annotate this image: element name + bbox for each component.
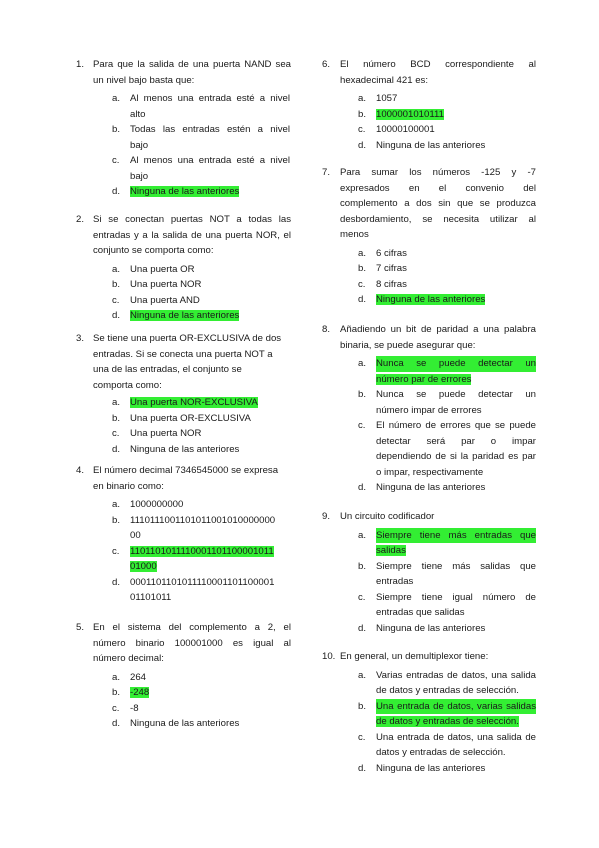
option-text xyxy=(130,575,290,606)
option-text xyxy=(376,138,536,154)
option-letter: a. xyxy=(112,93,121,104)
question-stem xyxy=(340,509,536,525)
question-stem-line: menos xyxy=(340,229,369,240)
question-stem-line: Para que la salida de una puerta NAND sea xyxy=(93,59,291,70)
correct-answer-highlight: Ninguna de las anteriores xyxy=(130,310,240,321)
option-text xyxy=(376,528,536,559)
question-number: 5. xyxy=(76,622,85,633)
option-text-line: Ninguna de las anteriores xyxy=(376,622,486,634)
option-letter: d. xyxy=(358,482,367,493)
question-number: 4. xyxy=(76,465,85,476)
option-letter: c. xyxy=(112,545,120,557)
option-letter: d. xyxy=(358,622,367,634)
option-text-line: Varias entradas de datos, una salida xyxy=(376,669,536,681)
option-text-line: Una puerta OR-EXCLUSIVA xyxy=(130,412,251,424)
question-stem xyxy=(340,649,536,665)
option-letter: b. xyxy=(358,108,367,120)
correct-answer-highlight: 1101101011110001101100001011 xyxy=(130,545,274,557)
option-text xyxy=(376,91,536,107)
option-text xyxy=(376,668,536,699)
option-text-line xyxy=(130,685,290,701)
option-text xyxy=(376,292,536,308)
correct-answer-highlight: 01000 xyxy=(130,561,157,572)
option-text-line: Ninguna de las anteriores xyxy=(130,718,240,729)
question-number: 2. xyxy=(76,214,85,225)
question-stem-line: número binario 100001000 es igual al xyxy=(93,637,291,649)
option-letter: c. xyxy=(112,294,120,306)
option-text xyxy=(130,701,290,717)
option-text xyxy=(376,277,536,293)
correct-answer-highlight: Nunca se puede detectar un xyxy=(376,356,536,372)
option-letter: a. xyxy=(358,358,367,369)
option-letter: d. xyxy=(112,310,121,321)
option-text xyxy=(376,246,536,262)
option-letter: b. xyxy=(358,560,367,572)
option-text-line: Ninguna de las anteriores xyxy=(376,139,486,151)
question-stem-line: Para sumar los números -125 y -7 xyxy=(340,167,536,178)
option-text-line: Al menos una entrada esté a nivel xyxy=(130,155,290,166)
question-stem-line: El número BCD correspondiente al xyxy=(340,59,536,70)
option-letter: b. xyxy=(112,687,121,698)
option-letter: d. xyxy=(112,718,121,729)
option-text xyxy=(130,277,290,293)
option-text-line: 00 xyxy=(130,530,141,541)
question-stem-line: en binario como: xyxy=(93,480,164,492)
option-letter: c. xyxy=(358,591,366,603)
correct-answer-highlight: salidas xyxy=(376,545,406,556)
question-stem-line: conjunto se comporta como: xyxy=(93,245,214,256)
correct-answer-highlight: 1000001010111 xyxy=(376,108,444,120)
option-letter: b. xyxy=(358,263,367,274)
question-stem xyxy=(340,322,536,353)
question-stem xyxy=(340,165,536,243)
option-text xyxy=(130,122,290,153)
correct-answer-highlight: número par de errores xyxy=(376,373,472,385)
option-text xyxy=(376,730,536,761)
option-text-line: o impar, respectivamente xyxy=(376,466,484,478)
option-text xyxy=(130,395,290,411)
option-text xyxy=(376,387,536,418)
question-stem-line: binaria, se puede asegurar que: xyxy=(340,339,476,351)
option-text xyxy=(130,442,290,458)
option-letter: b. xyxy=(112,279,121,290)
option-letter: b. xyxy=(112,514,121,526)
question-stem xyxy=(93,331,291,393)
question-stem-line: complemento a dos sin que se produzca xyxy=(340,198,536,209)
option-text-line: Una entrada de datos, una salida de xyxy=(376,731,536,743)
option-letter: b. xyxy=(112,124,121,135)
correct-answer-highlight: -248 xyxy=(130,687,150,698)
option-text xyxy=(130,262,290,278)
question-stem-line: comporta como: xyxy=(93,379,162,391)
question-stem-line: expresados en el convenio del xyxy=(340,182,536,194)
option-text xyxy=(130,308,290,324)
option-text xyxy=(130,670,290,686)
option-text xyxy=(376,261,536,277)
option-text xyxy=(376,418,536,480)
question-stem-line: En el sistema del complemento a 2, el xyxy=(93,622,291,633)
option-text-line: Siempre tiene más salidas que xyxy=(376,560,536,572)
option-letter: c. xyxy=(358,420,366,431)
option-letter: d. xyxy=(358,139,367,151)
option-text-line: 10000100001 xyxy=(376,124,435,135)
option-text-line: Ninguna de las anteriores xyxy=(376,762,486,774)
option-letter: a. xyxy=(112,397,121,408)
option-text xyxy=(376,621,536,637)
option-letter: c. xyxy=(358,278,366,290)
option-text xyxy=(130,184,290,200)
option-text-line: entradas que salidas xyxy=(376,607,465,618)
option-text-line: 01101011 xyxy=(130,592,172,603)
option-letter: a. xyxy=(358,93,367,104)
correct-answer-highlight: de datos y entradas de selección. xyxy=(376,716,519,727)
question-stem-line: un nivel bajo basta que: xyxy=(93,74,195,86)
correct-answer-highlight: Siempre tiene más entradas que xyxy=(376,528,536,544)
option-letter: c. xyxy=(112,155,120,166)
option-text-line xyxy=(376,292,536,308)
option-text-line: Ninguna de las anteriores xyxy=(130,443,240,455)
option-letter: b. xyxy=(358,700,367,712)
option-letter: a. xyxy=(112,499,121,510)
option-text xyxy=(130,544,290,575)
option-letter: c. xyxy=(112,428,120,439)
option-letter: a. xyxy=(358,529,367,541)
option-text xyxy=(376,699,536,730)
option-text xyxy=(376,761,536,777)
question-number: 6. xyxy=(322,59,331,70)
option-text xyxy=(130,497,290,513)
option-text-line: 6 cifras xyxy=(376,247,407,259)
option-text-line xyxy=(130,395,290,411)
option-text-line: alto xyxy=(130,108,146,120)
option-text-line: bajo xyxy=(130,139,149,151)
correct-answer-highlight: Una puerta NOR-EXCLUSIVA xyxy=(130,397,258,408)
option-text-line: Al menos una entrada esté a nivel xyxy=(130,93,290,104)
option-text-line: de datos y entradas de selección. xyxy=(376,685,519,696)
question-stem-line: Se tiene una puerta OR-EXCLUSIVA de dos xyxy=(93,333,282,344)
option-text-line: Ninguna de las anteriores xyxy=(376,482,486,493)
option-text-line: datos y entradas de selección. xyxy=(376,747,506,758)
option-text xyxy=(376,356,536,387)
option-text-line: 0001101101011110001101100001 xyxy=(130,576,275,588)
option-text-line: Una puerta OR xyxy=(130,263,195,275)
question-stem-line: Si se conectan puertas NOT a todas las xyxy=(93,214,291,225)
question-stem-line: hexadecimal 421 es: xyxy=(340,74,428,86)
option-text-line: número impar de errores xyxy=(376,404,482,416)
question-stem-line: número decimal: xyxy=(93,653,164,664)
correct-answer-highlight: Ninguna de las anteriores xyxy=(130,186,240,197)
question-stem xyxy=(93,212,291,259)
question-stem-line: desbordamiento, se necesita utilizar al xyxy=(340,213,536,225)
correct-answer-highlight: Ninguna de las anteriores xyxy=(376,294,486,305)
option-letter: d. xyxy=(358,294,367,305)
option-text-line xyxy=(130,184,290,200)
option-text-line: Todas las entradas estén a nivel xyxy=(130,124,290,135)
option-letter: b. xyxy=(358,389,367,400)
option-text-line: El número de errores que se puede xyxy=(376,420,536,431)
question-stem-line: Añadiendo un bit de paridad a una palabra xyxy=(340,324,536,335)
option-text-line: detectar será par o impar xyxy=(376,435,536,447)
option-text-line: Siempre tiene igual número de xyxy=(376,591,536,603)
option-text-line xyxy=(376,543,536,559)
question-stem xyxy=(340,57,536,88)
option-text xyxy=(130,153,290,184)
option-text-line: -8 xyxy=(130,702,139,714)
option-letter: d. xyxy=(112,186,121,197)
question-number: 7. xyxy=(322,167,331,178)
question-number: 10. xyxy=(322,651,336,662)
option-text xyxy=(130,411,290,427)
option-text-line xyxy=(376,107,536,123)
question-number: 8. xyxy=(322,324,331,335)
option-text-line xyxy=(130,544,290,560)
option-text-line xyxy=(130,308,290,324)
option-letter: a. xyxy=(112,263,121,275)
question-number: 1. xyxy=(76,59,85,70)
question-number: 3. xyxy=(76,333,85,344)
option-text-line: 1057 xyxy=(376,93,398,104)
option-text xyxy=(130,716,290,732)
question-stem xyxy=(93,57,291,88)
question-stem xyxy=(93,463,291,494)
option-text xyxy=(376,107,536,123)
option-letter: a. xyxy=(112,671,121,683)
correct-answer-highlight: Una entrada de datos, varias salidas xyxy=(376,699,536,715)
option-text-line: bajo xyxy=(130,170,149,182)
option-letter: c. xyxy=(358,731,366,743)
option-letter: d. xyxy=(112,443,121,455)
option-text-line: Una puerta NOR xyxy=(130,279,202,290)
option-text xyxy=(130,426,290,442)
option-text xyxy=(130,513,290,544)
option-text-line: 1110111001101011001010000000 xyxy=(130,514,276,526)
question-stem-line: entradas. Si se conecta una puerta NOT a xyxy=(93,348,273,360)
option-text-line xyxy=(376,372,536,388)
option-text xyxy=(376,122,536,138)
option-text-line: Una puerta NOR xyxy=(130,428,202,439)
option-text-line: dependiendo de si la paridad es par xyxy=(376,451,536,462)
option-letter: c. xyxy=(112,702,120,714)
question-stem-line: En general, un demultiplexor tiene: xyxy=(340,651,489,662)
option-letter: a. xyxy=(358,247,367,259)
option-text-line: 1000000000 xyxy=(130,499,184,510)
option-text-line: 7 cifras xyxy=(376,263,407,274)
option-text-line: Nunca se puede detectar un xyxy=(376,389,536,400)
option-letter: d. xyxy=(112,576,121,588)
option-text xyxy=(130,293,290,309)
question-stem-line: El número decimal 7346545000 se expresa xyxy=(93,465,279,476)
option-letter: c. xyxy=(358,124,366,135)
question-stem-line: Un circuito codificador xyxy=(340,511,435,522)
option-text-line: Una puerta AND xyxy=(130,294,200,306)
option-text xyxy=(376,480,536,496)
option-text xyxy=(130,685,290,701)
option-letter: d. xyxy=(358,762,367,774)
option-text xyxy=(376,590,536,621)
question-stem xyxy=(93,620,291,667)
option-text-line xyxy=(130,559,290,575)
option-text xyxy=(130,91,290,122)
question-number: 9. xyxy=(322,511,331,522)
question-stem-line: entradas y a la salida de una puerta NOR, el xyxy=(93,229,291,241)
option-text xyxy=(376,559,536,590)
option-letter: b. xyxy=(112,412,121,424)
option-text-line: 8 cifras xyxy=(376,278,407,290)
question-stem-line: una de las entradas, el conjunto se xyxy=(93,364,242,375)
option-text-line: 264 xyxy=(130,671,147,683)
option-text-line xyxy=(376,714,536,730)
option-text-line: entradas xyxy=(376,576,414,587)
option-letter: a. xyxy=(358,669,367,681)
